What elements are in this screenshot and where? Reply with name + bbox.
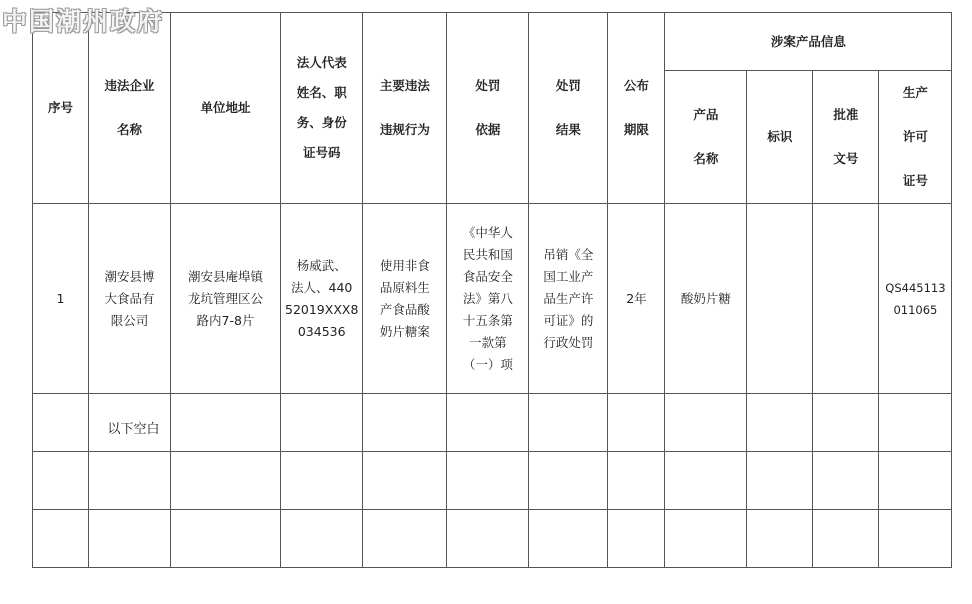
- header-product-group: 涉案产品信息: [665, 13, 952, 71]
- cell-basis: 《中华人 民共和国 食品安全 法》第八 十五条第 一款第 （一）项: [447, 204, 529, 394]
- header-product-name: 产品 名称: [665, 71, 747, 204]
- header-address: 单位地址: [171, 13, 281, 204]
- header-license: 生产 许可 证号: [879, 71, 952, 204]
- table-row: [33, 204, 952, 394]
- header-row-top: [33, 13, 952, 71]
- blank-cell: [747, 394, 813, 452]
- cell-address: 潮安县庵埠镇 龙坑管理区公 路内7-8片: [171, 204, 281, 394]
- header-approval: 批准 文号: [813, 71, 879, 204]
- penalty-info-table: [32, 12, 952, 568]
- blank-cell: [33, 452, 89, 510]
- header-period: 公布 期限: [608, 13, 665, 204]
- cell-mark: [747, 204, 813, 394]
- blank-cell: [529, 394, 608, 452]
- blank-cell: [747, 510, 813, 568]
- header-legal-rep: 法人代表 姓名、职 务、身份 证号码: [281, 13, 363, 204]
- blank-cell: [665, 452, 747, 510]
- blank-cell: [89, 452, 171, 510]
- blank-cell: [171, 394, 281, 452]
- blank-cell: [608, 394, 665, 452]
- cell-seq: 1: [33, 204, 89, 394]
- blank-cell: [665, 394, 747, 452]
- blank-cell: [813, 394, 879, 452]
- header-violation: 主要违法 违规行为: [363, 13, 447, 204]
- blank-cell: [447, 452, 529, 510]
- blank-note: 以下空白: [89, 394, 171, 452]
- blank-cell: [33, 394, 89, 452]
- blank-cell: [529, 510, 608, 568]
- table-row-blank: [33, 510, 952, 568]
- blank-cell: [363, 452, 447, 510]
- cell-legal-rep: 杨威武、 法人、440 52019XXX8 034536: [281, 204, 363, 394]
- blank-cell: [281, 394, 363, 452]
- blank-cell: [447, 510, 529, 568]
- blank-cell: [447, 394, 529, 452]
- blank-cell: [747, 452, 813, 510]
- cell-company: 潮安县博 大食品有 限公司: [89, 204, 171, 394]
- cell-result: 吊销《全 国工业产 品生产许 可证》的 行政处罚: [529, 204, 608, 394]
- cell-approval: [813, 204, 879, 394]
- blank-cell: [608, 452, 665, 510]
- blank-cell: [665, 510, 747, 568]
- cell-product-name: 酸奶片糖: [665, 204, 747, 394]
- blank-cell: [281, 452, 363, 510]
- header-seq: 序号: [33, 13, 89, 204]
- blank-cell: [363, 394, 447, 452]
- header-result: 处罚 结果: [529, 13, 608, 204]
- table-row-blank: [33, 394, 952, 452]
- blank-cell: [813, 452, 879, 510]
- blank-cell: [608, 510, 665, 568]
- cell-period: 2年: [608, 204, 665, 394]
- blank-cell: [529, 452, 608, 510]
- blank-cell: [171, 510, 281, 568]
- blank-cell: [879, 510, 952, 568]
- blank-cell: [879, 394, 952, 452]
- blank-cell: [89, 510, 171, 568]
- blank-cell: [281, 510, 363, 568]
- cell-license: QS445113 011065: [879, 204, 952, 394]
- header-mark: 标识: [747, 71, 813, 204]
- header-company: 违法企业 名称: [89, 13, 171, 204]
- blank-cell: [363, 510, 447, 568]
- blank-cell: [879, 452, 952, 510]
- blank-cell: [33, 510, 89, 568]
- blank-cell: [171, 452, 281, 510]
- table-row-blank: [33, 452, 952, 510]
- header-basis: 处罚 依据: [447, 13, 529, 204]
- cell-violation: 使用非食 品原料生 产食品酸 奶片糖案: [363, 204, 447, 394]
- blank-cell: [813, 510, 879, 568]
- watermark-logo: 中国潮州政府: [2, 7, 165, 36]
